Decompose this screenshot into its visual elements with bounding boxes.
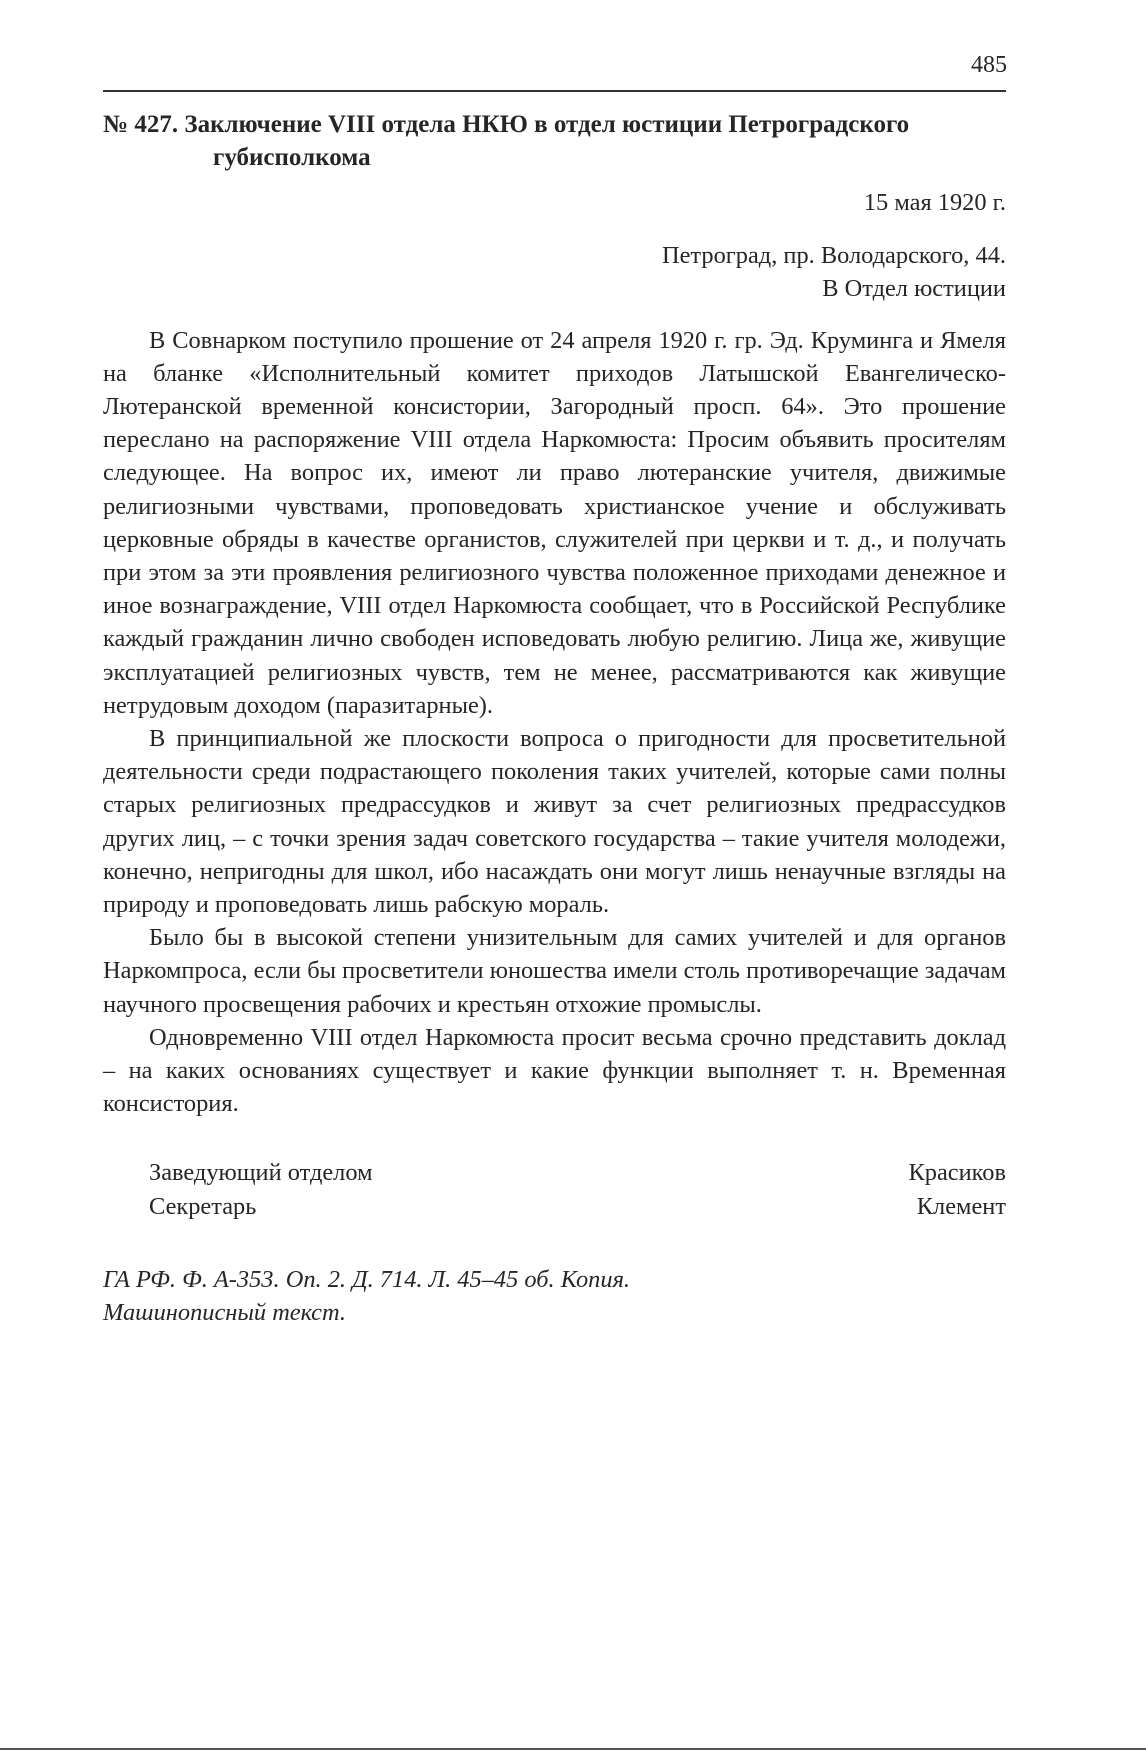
archive-note: Машинописный текст.	[103, 1299, 346, 1327]
document-recipient: В Отдел юстиции	[822, 275, 1006, 303]
document-date: 15 мая 1920 г.	[863, 189, 1006, 216]
document-body	[103, 186, 1006, 1329]
footer-rule	[0, 1748, 1146, 1750]
paragraph: В принципиальной же плоскости вопроса о пригодности для просветительной деятельности среди подрастающего поколения таких учителей, которые сами полны старых религиозных предрассудков и живут за счет религиозных предрассудков других лиц, – с точки зрения задач советского государства – такие учителя молодежи, конечно, непригодны для школ, ибо насаждать они могут лишь ненаучные взгляды на природу и проповедовать лишь рабскую мораль.	[103, 725, 1006, 919]
signature-role: Секретарь	[149, 1192, 257, 1220]
signature-row	[149, 1156, 1006, 1189]
header-rule	[103, 90, 1006, 92]
document-address: Петроград, пр. Володарского, 44.	[661, 242, 1006, 270]
paragraph: В Совнарком поступило прошение от 24 апреля 1920 г. гр. Эд. Круминга и Ямеля на бланке «Исполнительный комитет приходов Латышской Евангелическо-Лютеранской временной консистории, Загородный просп. 64». Это прошение переслано на распоряжение VIII отдела Наркомюста: Просим объявить просителям следующее. На вопрос их, имеют ли право лютеранские учителя, движимые религиозными чувствами, проповедовать христианское учение и обслуживать церковные обряды в качестве органистов, служителей при церкви и т. д., и получать при этом за эти проявления религиозного чувства положенное приходами денежное и иное вознаграждение, VIII отдел Наркомюста сообщает, что в Российской Республике каждый гражданин лично свободен исповедовать любую религию. Лица же, живущие эксплуатацией религиозных чувств, тем не менее, рассматриваются как живущие нетрудовым доходом (паразитарные).	[103, 326, 1006, 719]
archive-reference: ГА РФ. Ф. А-353. Оп. 2. Д. 714. Л. 45–45 об. Копия.	[103, 1265, 631, 1293]
page-number: 485	[971, 52, 1007, 78]
signature-name: Клемент	[916, 1192, 1006, 1220]
signature-name: Красиков	[908, 1159, 1006, 1187]
document-title: № 427. Заключение VIII отдела НКЮ в отдел юстиции Петроградского губисполкома	[103, 111, 910, 171]
signature-row	[149, 1190, 1006, 1223]
signature-block	[103, 1156, 1006, 1222]
paragraph: Было бы в высокой степени унизительным для самих учителей и для органов Наркомпроса, если бы просветители юношества имели столь противоречащие задачам научного просвещения рабочих и крестьян отхожие промыслы.	[103, 924, 1006, 1018]
archive-source	[103, 1263, 1006, 1329]
signature-role: Заведующий отделом	[149, 1159, 373, 1187]
paragraph: Одновременно VIII отдел Наркомюста просит весьма срочно представить доклад – на каких основаниях существует и какие функции выполняет т. н. Временная консистория.	[103, 1023, 1006, 1118]
